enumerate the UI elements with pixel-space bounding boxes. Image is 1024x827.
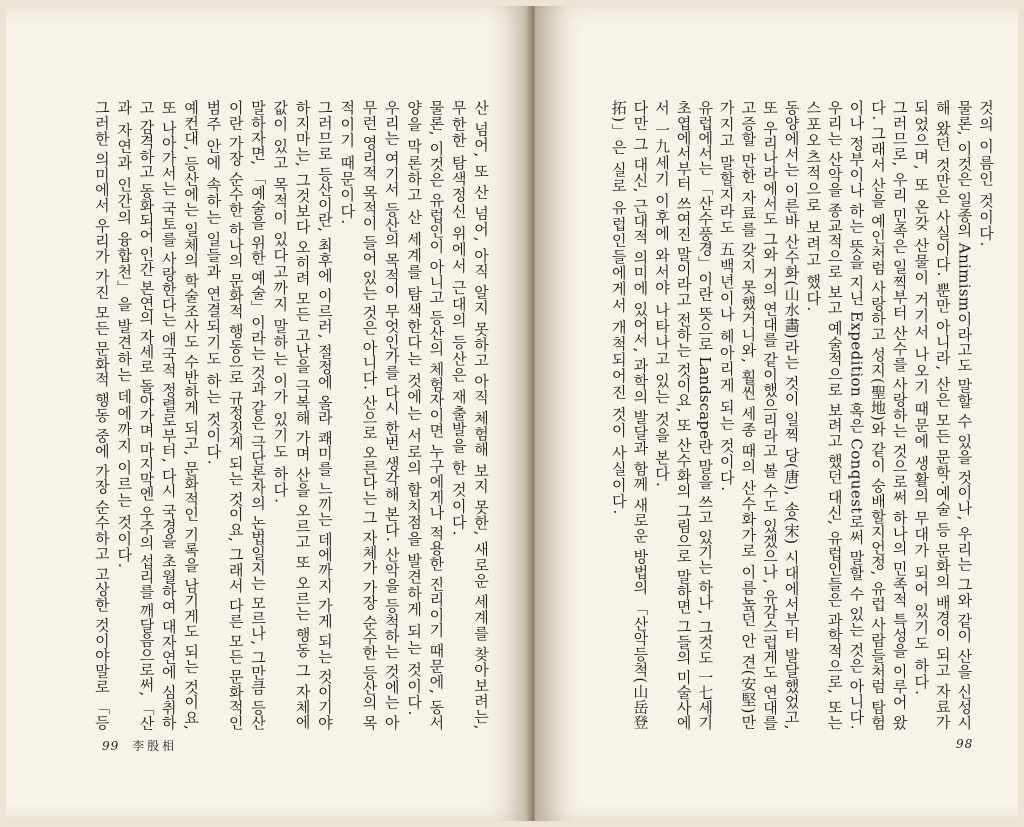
- text-column: 서 一九세기 이후에 와서야 나타나고 있는 것을 본다.: [653, 100, 671, 488]
- text-column: 다. 그래서 산을 예인처럼 사랑하고 성지(聖地)와 같이 숭배할지언정, 유럽 사람들처럼 탐험: [869, 100, 887, 730]
- text-column: 가지고 말할지라도 五백년이나 헤아리게 되는 것이다.: [717, 100, 736, 493]
- text-column: 과 자연과 인간의 융합천」을 발견하는 데에까지 이르는 것이다.: [115, 100, 134, 569]
- text-column: 이란 가장 순수한 하나의 문화적 행동으로 규정짓게 되는 것이요, 그래서 다른 모든 문화적인: [226, 100, 245, 730]
- text-column: 물론, 이것은 일종의 Animism이라고도 말할 수 있을 것이나, 우리는 그와 같이 산을 신성시: [955, 100, 974, 730]
- text-column: 말하자면, 「예술을 위한 예술」이라는 것과 같은 극단론자의 논법일지는 모르나, 그만큼 등산: [249, 100, 267, 730]
- left-page: [6, 6, 531, 821]
- text-column: 그러므로, 우리 민족은 일찍부터 산수를 사랑하는 것으로써 하나의 민족적 특성을 이루어 왔: [890, 100, 909, 730]
- left-page-footer: [102, 737, 177, 754]
- text-column: 하지마는, 그것보다 오히려 모든 고난을 극복해 가며 산을 오르고 또 오르는 행동 그 자체에: [293, 100, 312, 730]
- text-column: 유럽에서는 「산수풍경」이란 뜻으로 Landscape란 말을 쓰고 있기는 하나, 그것도 一七세기: [696, 100, 715, 730]
- text-column: 또 우리나라에서도 그와 거의 연대를 같이했으리라고 볼 수도 있겠으나, 유감스럽게도 연대를: [761, 100, 779, 730]
- right-page: [535, 6, 1018, 821]
- text-column: 拓)」은 실로 유럽인들에게서 개척되어진 것이 사실이다.: [609, 100, 628, 516]
- text-column: 양을 막론하고 산 세계를 탐색한다는 것에는 서로의 합치점을 발견하게 되는 것이다.: [405, 100, 424, 717]
- text-column: 그러한 의미에서 우리가 가진 모든 문화적 행동 중에 가장 순수하고 고상한 것이야말로 「등: [92, 100, 111, 730]
- text-column: 값이 있고 목적이 있다고까지 말하는 이가 있기도 하다.: [271, 100, 290, 505]
- running-head-author: 李殷相: [132, 739, 178, 753]
- text-column: 무한한 탐색정신 위에서 근대의 등산은 재출발을 한 것이다.: [449, 100, 468, 537]
- text-column: 동양에서는 이른바 산수화(山水畵)라는 것이 일찍 당(唐), 송(宋) 시대에서부터 발달했었고,: [782, 100, 801, 730]
- text-column: 이나 정부이나 하는 뜻을 지닌 Expedition 혹은 Conquest로써 말할 수 있는 것은 아니다.: [847, 100, 866, 730]
- text-column: 또 나아가서는 국토를 사랑한다는 애국적 정렬로부터, 다시 국경을 초월하여 대자연에 심취하: [159, 100, 178, 730]
- text-column: 해 왔던 것만은 사실이다. 뿐만 아니라, 산은 모든 문학·예술 등 문화의 배경이 되고 자료가: [933, 100, 952, 730]
- text-column: 우리는 산악을 종교적으로 보고 예술적으로 보려고 했던 대신, 유럽인들은 과학적으로, 또는: [825, 100, 844, 730]
- text-column: 범주 안에 속하는 일들과 연결되기도 하는 것이다.: [204, 100, 223, 466]
- text-column: 초엽에서부터 쓰여진 말이라고 전하는 것이요, 또 산수화의 그림으로 말하면 그들의 미술사에: [674, 100, 693, 730]
- right-page-number: 98: [956, 737, 974, 751]
- text-column: 고 감격하고 동화되어 인간 본연의 자세로 돌아가며 마지막엔 우주의 섭리를 깨달음으로써, 「산: [137, 100, 156, 730]
- text-column: 산 넘어, 또 산 넘어, 아직 알지 못하고 아직 체험해 보지 못한, 새로운 세계를 찾아보려는,: [472, 100, 490, 730]
- left-page-number: 99: [102, 739, 120, 753]
- text-column: 무런 영리적 목적이 들어 있는 것은 아니다. 산으로 오른다는 그 자체가 가장 순수한 등산의 목: [360, 100, 379, 730]
- text-column: 적이기 때문이다.: [338, 100, 357, 226]
- text-column: 그러므로 등산이란, 최후에 이르러, 절정에 올라 쾌미를 느끼는 데에까지 가게 되는 것이기야: [315, 100, 334, 730]
- text-column: 다만 그 대신, 근대적 의미에 있어서, 과학의 발달과 함께 새로운 방법의 「산악등척(山岳登: [631, 100, 650, 730]
- text-column: 우리는 여기서 등산의 목적이 무엇인가를 다시 한번 생각해 본다. 산악을 등척하는 것에는 아: [382, 100, 401, 730]
- text-column: 스포오츠적으로 보려고 했다.: [804, 100, 823, 313]
- text-column: 고증할 만한 자료를 갖지 못했거니와, 훨씬 세종 때의 산수화가로 이름높던 안 견(安堅)만: [739, 100, 758, 730]
- text-column: 예컨대, 등산에는 일체의 학술조사도 수반하게 되고, 문화적인 기록을 남기게도 되는 것이요,: [182, 100, 201, 730]
- text-column: 되었으며, 또 온갖 산물이 거기서 나오기 때문에 생활의 무대가 되어 있기도 하다.: [912, 100, 931, 696]
- text-column: 것의 이름인 것이다.: [977, 100, 995, 248]
- text-column: 물론, 이것은 유럽인이 아니고 등산의 체험자이면 누구에게나 적용한 진리이기 때문에, 동서: [427, 100, 446, 730]
